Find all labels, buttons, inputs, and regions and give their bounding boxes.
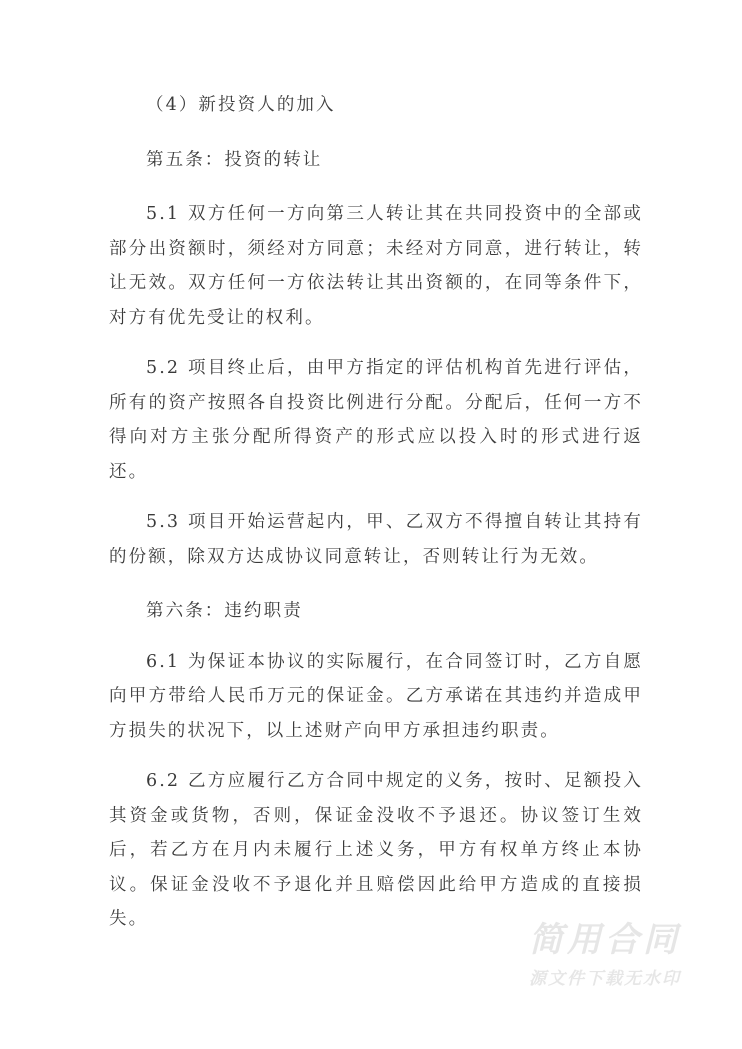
document-page — [109, 88, 643, 937]
watermark-tagline: 源文件下载无水印 — [529, 969, 681, 989]
clause-5-1: 5.1 双方任何一方向第三人转让其在共同投资中的全部或部分出资额时，须经对方同意；未经对方同意，进行转让，转让无效。双方任何一方依法转让其出资额的，在同等条件下，对方有优先受让的权利。 — [109, 204, 643, 328]
article-6-title: 第六条：违约职责 — [146, 601, 303, 621]
clause-6-2: 6.2 乙方应履行乙方合同中规定的义务，按时、足额投入其资金或货物，否则，保证金没收不予退还。协议签订生效后，若乙方在月内未履行上述义务，甲方有权单方终止本协议。保证金没收不予退化并且赔偿因此给甲方造成的直接损失。 — [109, 771, 643, 929]
article-5-title: 第五条：投资的转让 — [146, 149, 323, 170]
clause-6-1: 6.1 为保证本协议的实际履行，在合同签订时，乙方自愿向甲方带给人民币万元的保证金。乙方承诺在其违约并造成甲方损失的状况下，以上述财产向甲方承担违约职责。 — [109, 651, 643, 741]
clause-5-3: 5.3 项目开始运营起内，甲、乙双方不得擅自转让其持有的份额，除双方达成协议同意转让，否则转让行为无效。 — [109, 512, 643, 567]
watermark — [510, 918, 700, 992]
item-4-new-investor: （4）新投资人的加入 — [146, 95, 336, 115]
clause-5-2: 5.2 项目终止后，由甲方指定的评估机构首先进行评估，所有的资产按照各自投资比例进行分配。分配后，任何一方不得向对方主张分配所得资产的形式应以投入时的形式进行返还。 — [109, 358, 643, 482]
watermark-brand: 简用合同 — [529, 920, 681, 960]
